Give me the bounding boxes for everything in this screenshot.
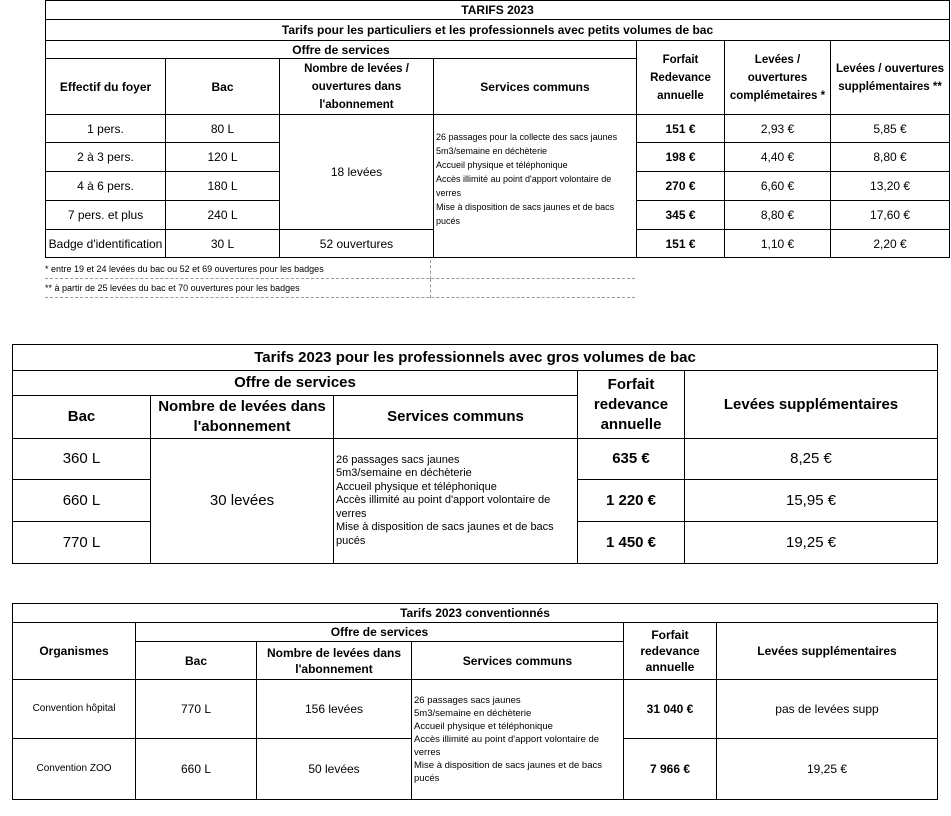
forfait-cell: 151 €: [637, 230, 725, 258]
bac-cell: 240 L: [166, 201, 280, 230]
bac-cell: 360 L: [13, 439, 151, 480]
bac-header: Bac: [166, 59, 280, 115]
bac-cell: 30 L: [166, 230, 280, 258]
services-header: Services communs: [412, 642, 624, 680]
service-line: Accueil physique et téléphonique: [436, 160, 568, 170]
comp-cell: 6,60 €: [725, 172, 831, 201]
supp-cell: pas de levées supp: [717, 680, 938, 739]
offre-header: Offre de services: [136, 623, 624, 642]
table-title: TARIFS 2023: [46, 1, 950, 20]
supp-cell: 17,60 €: [831, 201, 950, 230]
levees-header: Nombre de levées dans l'abonnement: [151, 396, 334, 439]
services-header: Services communs: [334, 396, 578, 439]
forfait-cell: 635 €: [578, 439, 685, 480]
service-line: 5m3/semaine en déchèterie: [436, 146, 548, 156]
forfait-cell: 31 040 €: [624, 680, 717, 739]
comp-cell: 4,40 €: [725, 143, 831, 172]
supp-cell: 2,20 €: [831, 230, 950, 258]
effectif-cell: 7 pers. et plus: [46, 201, 166, 230]
tarifs-particuliers-table: [45, 0, 950, 258]
table-row: [13, 439, 938, 480]
organisme-cell: Convention ZOO: [13, 739, 136, 800]
supp-cell: 19,25 €: [717, 739, 938, 800]
levees-cell: 30 levées: [151, 439, 334, 564]
effectif-header: Effectif du foyer: [46, 59, 166, 115]
note-line: [45, 279, 635, 298]
forfait-header: Forfait redevance annuelle: [624, 623, 717, 680]
service-line: 5m3/semaine en déchèterie: [414, 708, 532, 719]
forfait-cell: 270 €: [637, 172, 725, 201]
supplementaires-header: Levées supplémentaires: [717, 623, 938, 680]
table-title: Tarifs 2023 conventionnés: [13, 604, 938, 623]
service-line: Mise à disposition de sacs jaunes et de bacs pucés: [336, 521, 554, 547]
forfait-cell: 198 €: [637, 143, 725, 172]
service-line: 26 passages pour la collecte des sacs jaunes: [436, 132, 618, 142]
levees-cell: 52 ouvertures: [280, 230, 434, 258]
note-text: ** à partir de 25 levées du bac et 70 ouvertures pour les badges: [45, 283, 300, 293]
forfait-cell: 7 966 €: [624, 739, 717, 800]
table-title: Tarifs 2023 pour les professionnels avec gros volumes de bac: [13, 345, 938, 371]
bac-cell: 770 L: [13, 522, 151, 564]
service-line: Accès illimité au point d'apport volontaire de verres: [414, 734, 600, 758]
forfait-header: Forfait redevance annuelle: [578, 371, 685, 439]
supp-cell: 8,80 €: [831, 143, 950, 172]
supplementaires-header: Levées / ouvertures supplémentaires **: [831, 41, 950, 115]
effectif-cell: 2 à 3 pers.: [46, 143, 166, 172]
supp-cell: 5,85 €: [831, 115, 950, 143]
service-line: 26 passages sacs jaunes: [414, 695, 521, 706]
forfait-header: Forfait Redevance annuelle: [637, 41, 725, 115]
effectif-cell: Badge d'identification: [46, 230, 166, 258]
forfait-cell: 345 €: [637, 201, 725, 230]
supp-cell: 8,25 €: [685, 439, 938, 480]
services-cell: [334, 439, 578, 564]
supp-cell: 13,20 €: [831, 172, 950, 201]
tarifs-conventionnes-table: [12, 603, 938, 800]
table-row: [13, 680, 938, 739]
bac-cell: 660 L: [136, 739, 257, 800]
service-line: 5m3/semaine en déchèterie: [336, 467, 472, 480]
levees-cell: 18 levées: [280, 115, 434, 230]
table-notes: [45, 260, 635, 298]
levees-cell: 50 levées: [257, 739, 412, 800]
services-header: Services communs: [434, 59, 637, 115]
levees-header: Nombre de levées / ouvertures dans l'abonnement: [280, 59, 434, 115]
supplementaires-header: Levées supplémentaires: [685, 371, 938, 439]
tarifs-professionnels-table: [12, 344, 938, 564]
service-line: Mise à disposition de sacs jaunes et de bacs pucés: [436, 202, 615, 226]
organismes-header: Organismes: [13, 623, 136, 680]
offre-header: Offre de services: [13, 371, 578, 396]
bac-cell: 180 L: [166, 172, 280, 201]
bac-header: Bac: [13, 396, 151, 439]
organisme-cell: Convention hôpital: [13, 680, 136, 739]
bac-cell: 80 L: [166, 115, 280, 143]
note-line: [45, 260, 635, 279]
levees-header: Nombre de levées dans l'abonnement: [257, 642, 412, 680]
comp-cell: 2,93 €: [725, 115, 831, 143]
forfait-cell: 1 220 €: [578, 480, 685, 522]
complementaires-header: Levées / ouvertures complémetaires *: [725, 41, 831, 115]
comp-cell: 1,10 €: [725, 230, 831, 258]
comp-cell: 8,80 €: [725, 201, 831, 230]
services-cell: [412, 680, 624, 800]
bac-cell: 120 L: [166, 143, 280, 172]
service-line: 26 passages sacs jaunes: [336, 453, 460, 466]
note-text: * entre 19 et 24 levées du bac ou 52 et 69 ouvertures pour les badges: [45, 264, 324, 274]
forfait-cell: 151 €: [637, 115, 725, 143]
table-subtitle: Tarifs pour les particuliers et les professionnels avec petits volumes de bac: [46, 20, 950, 41]
bac-cell: 770 L: [136, 680, 257, 739]
services-cell: [434, 115, 637, 258]
bac-cell: 660 L: [13, 480, 151, 522]
service-line: Accès illimité au point d'apport volontaire de verres: [436, 174, 612, 198]
effectif-cell: 4 à 6 pers.: [46, 172, 166, 201]
supp-cell: 19,25 €: [685, 522, 938, 564]
effectif-cell: 1 pers.: [46, 115, 166, 143]
bac-header: Bac: [136, 642, 257, 680]
service-line: Accueil physique et téléphonique: [336, 480, 497, 493]
table-row: [46, 115, 950, 143]
service-line: Accès illimité au point d'apport volontaire de verres: [336, 494, 551, 520]
service-line: Mise à disposition de sacs jaunes et de bacs pucés: [414, 760, 602, 784]
offre-header: Offre de services: [46, 41, 637, 59]
supp-cell: 15,95 €: [685, 480, 938, 522]
forfait-cell: 1 450 €: [578, 522, 685, 564]
levees-cell: 156 levées: [257, 680, 412, 739]
service-line: Accueil physique et téléphonique: [414, 721, 553, 732]
